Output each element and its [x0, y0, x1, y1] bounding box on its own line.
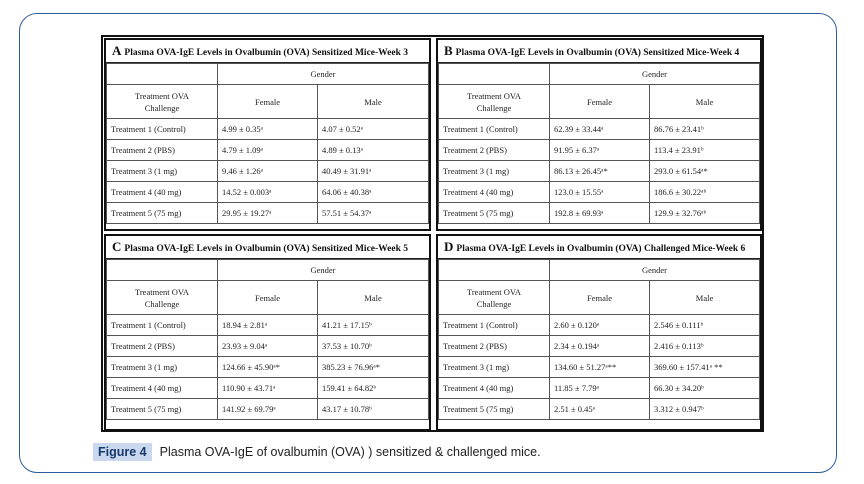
gender-header: Gender: [218, 260, 429, 281]
female-value-cell: 134.60 ± 51.27ᵃ**: [550, 357, 650, 378]
table-row: [107, 315, 429, 336]
gender-header: Gender: [550, 64, 760, 85]
female-value-cell: 123.0 ± 15.55ᵃ: [550, 182, 650, 203]
figure-label: Figure 4: [93, 443, 152, 461]
female-header: Female: [218, 281, 318, 315]
treatment-cell: Treatment 2 (PBS): [107, 336, 218, 357]
male-value-cell: 64.06 ± 40.38ᵃ: [318, 182, 429, 203]
panel-letter: D: [444, 239, 454, 254]
table-row: [107, 336, 429, 357]
female-value-cell: 192.8 ± 69.93ᵃ: [550, 203, 650, 224]
male-value-cell: 41.21 ± 17.15ᵇ: [318, 315, 429, 336]
male-value-cell: 369.60 ± 157.41ᵃ **: [650, 357, 760, 378]
table-row: [107, 357, 429, 378]
table-row: [107, 182, 429, 203]
male-value-cell: 113.4 ± 23.91ᵇ: [650, 140, 760, 161]
table-row: [439, 182, 760, 203]
male-header: Male: [650, 85, 760, 119]
male-value-cell: 37.53 ± 10.70ᵇ: [318, 336, 429, 357]
table-row: [439, 119, 760, 140]
table-row: [439, 378, 760, 399]
data-table: [438, 259, 760, 420]
female-header: Female: [550, 85, 650, 119]
column-header-row: [439, 281, 760, 315]
treatment-cell: Treatment 3 (1 mg): [107, 357, 218, 378]
gender-header-row: [107, 260, 429, 281]
treatment-cell: Treatment 3 (1 mg): [107, 161, 218, 182]
female-value-cell: 2.60 ± 0.120ᵃ: [550, 315, 650, 336]
female-value-cell: 18.94 ± 2.81ᵃ: [218, 315, 318, 336]
female-value-cell: 9.46 ± 1.26ᵃ: [218, 161, 318, 182]
female-value-cell: 23.93 ± 9.04ᵃ: [218, 336, 318, 357]
female-value-cell: 124.66 ± 45.90ᵃ*: [218, 357, 318, 378]
panel-b: [436, 38, 762, 231]
male-value-cell: 40.49 ± 31.91ᵃ: [318, 161, 429, 182]
data-table: [106, 63, 429, 224]
male-value-cell: 129.9 ± 32.76ᵃᵇ: [650, 203, 760, 224]
panel-title: [106, 236, 429, 259]
female-value-cell: 14.52 ± 0.003ᵃ: [218, 182, 318, 203]
table-row: [107, 203, 429, 224]
panel-letter: C: [112, 239, 122, 254]
table-row: [439, 161, 760, 182]
treatment-cell: Treatment 4 (40 mg): [107, 378, 218, 399]
male-header: Male: [650, 281, 760, 315]
treatment-cell: Treatment 4 (40 mg): [439, 378, 550, 399]
table-row: [107, 378, 429, 399]
female-value-cell: 2.51 ± 0.45ᵃ: [550, 399, 650, 420]
treatment-cell: Treatment 1 (Control): [107, 315, 218, 336]
table-row: [107, 399, 429, 420]
female-value-cell: 29.95 ± 19.27ᵃ: [218, 203, 318, 224]
table-row: [439, 336, 760, 357]
male-value-cell: 385.23 ± 76.96ᵃ*: [318, 357, 429, 378]
male-value-cell: 3.312 ± 0.947ᵇ: [650, 399, 760, 420]
panel-title-text: Plasma OVA-IgE Levels in Ovalbumin (OVA) Sensitized Mice-Week 5: [124, 244, 408, 254]
panel-title: [438, 40, 760, 63]
female-value-cell: 91.95 ± 6.37ᵃ: [550, 140, 650, 161]
treatment-cell: Treatment 4 (40 mg): [439, 182, 550, 203]
treatment-header: Treatment OVA Challenge: [107, 281, 218, 315]
male-value-cell: 186.6 ± 30.22ᵃᵇ: [650, 182, 760, 203]
treatment-cell: Treatment 2 (PBS): [107, 140, 218, 161]
gender-header: Gender: [218, 64, 429, 85]
treatment-cell: Treatment 5 (75 mg): [107, 203, 218, 224]
gender-header-row: [107, 64, 429, 85]
treatment-header: Treatment OVA Challenge: [439, 281, 550, 315]
treatment-cell: Treatment 3 (1 mg): [439, 161, 550, 182]
female-value-cell: 4.79 ± 1.09ᵃ: [218, 140, 318, 161]
panel-d: [436, 234, 762, 431]
female-header: Female: [550, 281, 650, 315]
table-row: [107, 161, 429, 182]
column-header-row: [107, 85, 429, 119]
column-header-row: [439, 85, 760, 119]
female-value-cell: 4.99 ± 0.35ᵃ: [218, 119, 318, 140]
female-value-cell: 110.90 ± 43.71ᵃ: [218, 378, 318, 399]
panel-letter: B: [444, 43, 453, 58]
treatment-cell: Treatment 4 (40 mg): [107, 182, 218, 203]
female-header: Female: [218, 85, 318, 119]
figure-caption: [93, 442, 541, 462]
male-value-cell: 4.07 ± 0.52ᵃ: [318, 119, 429, 140]
gender-header-row: [439, 64, 760, 85]
male-value-cell: 57.51 ± 54.37ᵃ: [318, 203, 429, 224]
panel-title-text: Plasma OVA-IgE Levels in Ovalbumin (OVA) Sensitized Mice-Week 3: [124, 48, 408, 58]
table-row: [107, 119, 429, 140]
treatment-cell: Treatment 1 (Control): [439, 119, 550, 140]
treatment-cell: Treatment 2 (PBS): [439, 140, 550, 161]
blank-cell: [107, 260, 218, 281]
female-value-cell: 141.92 ± 69.79ᵃ: [218, 399, 318, 420]
male-value-cell: 43.17 ± 10.78ᵇ: [318, 399, 429, 420]
male-header: Male: [318, 281, 429, 315]
blank-cell: [107, 64, 218, 85]
male-value-cell: 293.0 ± 61.54ᵃ*: [650, 161, 760, 182]
treatment-cell: Treatment 2 (PBS): [439, 336, 550, 357]
blank-cell: [439, 64, 550, 85]
panel-title-text: Plasma OVA-IgE Levels in Ovalbumin (OVA) Sensitized Mice-Week 4: [455, 48, 740, 58]
treatment-cell: Treatment 5 (75 mg): [107, 399, 218, 420]
treatment-header: Treatment OVA Challenge: [107, 85, 218, 119]
data-table: [438, 63, 760, 224]
panel-a: [104, 38, 431, 231]
treatment-cell: Treatment 5 (75 mg): [439, 203, 550, 224]
panel-letter: A: [112, 43, 122, 58]
male-value-cell: 66.30 ± 34.20ᵇ: [650, 378, 760, 399]
table-row: [439, 315, 760, 336]
table-row: [107, 140, 429, 161]
female-value-cell: 11.85 ± 7.79ᵃ: [550, 378, 650, 399]
panel-title-text: Plasma OVA-IgE Levels in Ovalbumin (OVA) Challenged Mice-Week 6: [456, 244, 746, 254]
male-value-cell: 2.546 ± 0.111ᵇ: [650, 315, 760, 336]
male-value-cell: 4.89 ± 0.13ᵃ: [318, 140, 429, 161]
male-header: Male: [318, 85, 429, 119]
male-value-cell: 159.41 ± 64.82ᵇ: [318, 378, 429, 399]
table-row: [439, 399, 760, 420]
female-value-cell: 2.34 ± 0.194ᵃ: [550, 336, 650, 357]
blank-cell: [439, 260, 550, 281]
gender-header-row: [439, 260, 760, 281]
data-table: [106, 259, 429, 420]
panel-c: [104, 234, 431, 431]
table-row: [439, 203, 760, 224]
caption-text: Plasma OVA-IgE of ovalbumin (OVA) ) sensitized & challenged mice.: [159, 445, 541, 459]
male-value-cell: 2.416 ± 0.113ᵇ: [650, 336, 760, 357]
female-value-cell: 62.39 ± 33.44ᵃ: [550, 119, 650, 140]
treatment-cell: Treatment 1 (Control): [107, 119, 218, 140]
gender-header: Gender: [550, 260, 760, 281]
figure-image: [101, 35, 764, 432]
panel-title: [106, 40, 429, 63]
table-row: [439, 140, 760, 161]
male-value-cell: 86.76 ± 23.41ᵇ: [650, 119, 760, 140]
panel-title: [438, 236, 760, 259]
column-header-row: [107, 281, 429, 315]
treatment-cell: Treatment 1 (Control): [439, 315, 550, 336]
treatment-cell: Treatment 3 (1 mg): [439, 357, 550, 378]
treatment-cell: Treatment 5 (75 mg): [439, 399, 550, 420]
table-row: [439, 357, 760, 378]
treatment-header: Treatment OVA Challenge: [439, 85, 550, 119]
female-value-cell: 86.13 ± 26.45ᵃ*: [550, 161, 650, 182]
